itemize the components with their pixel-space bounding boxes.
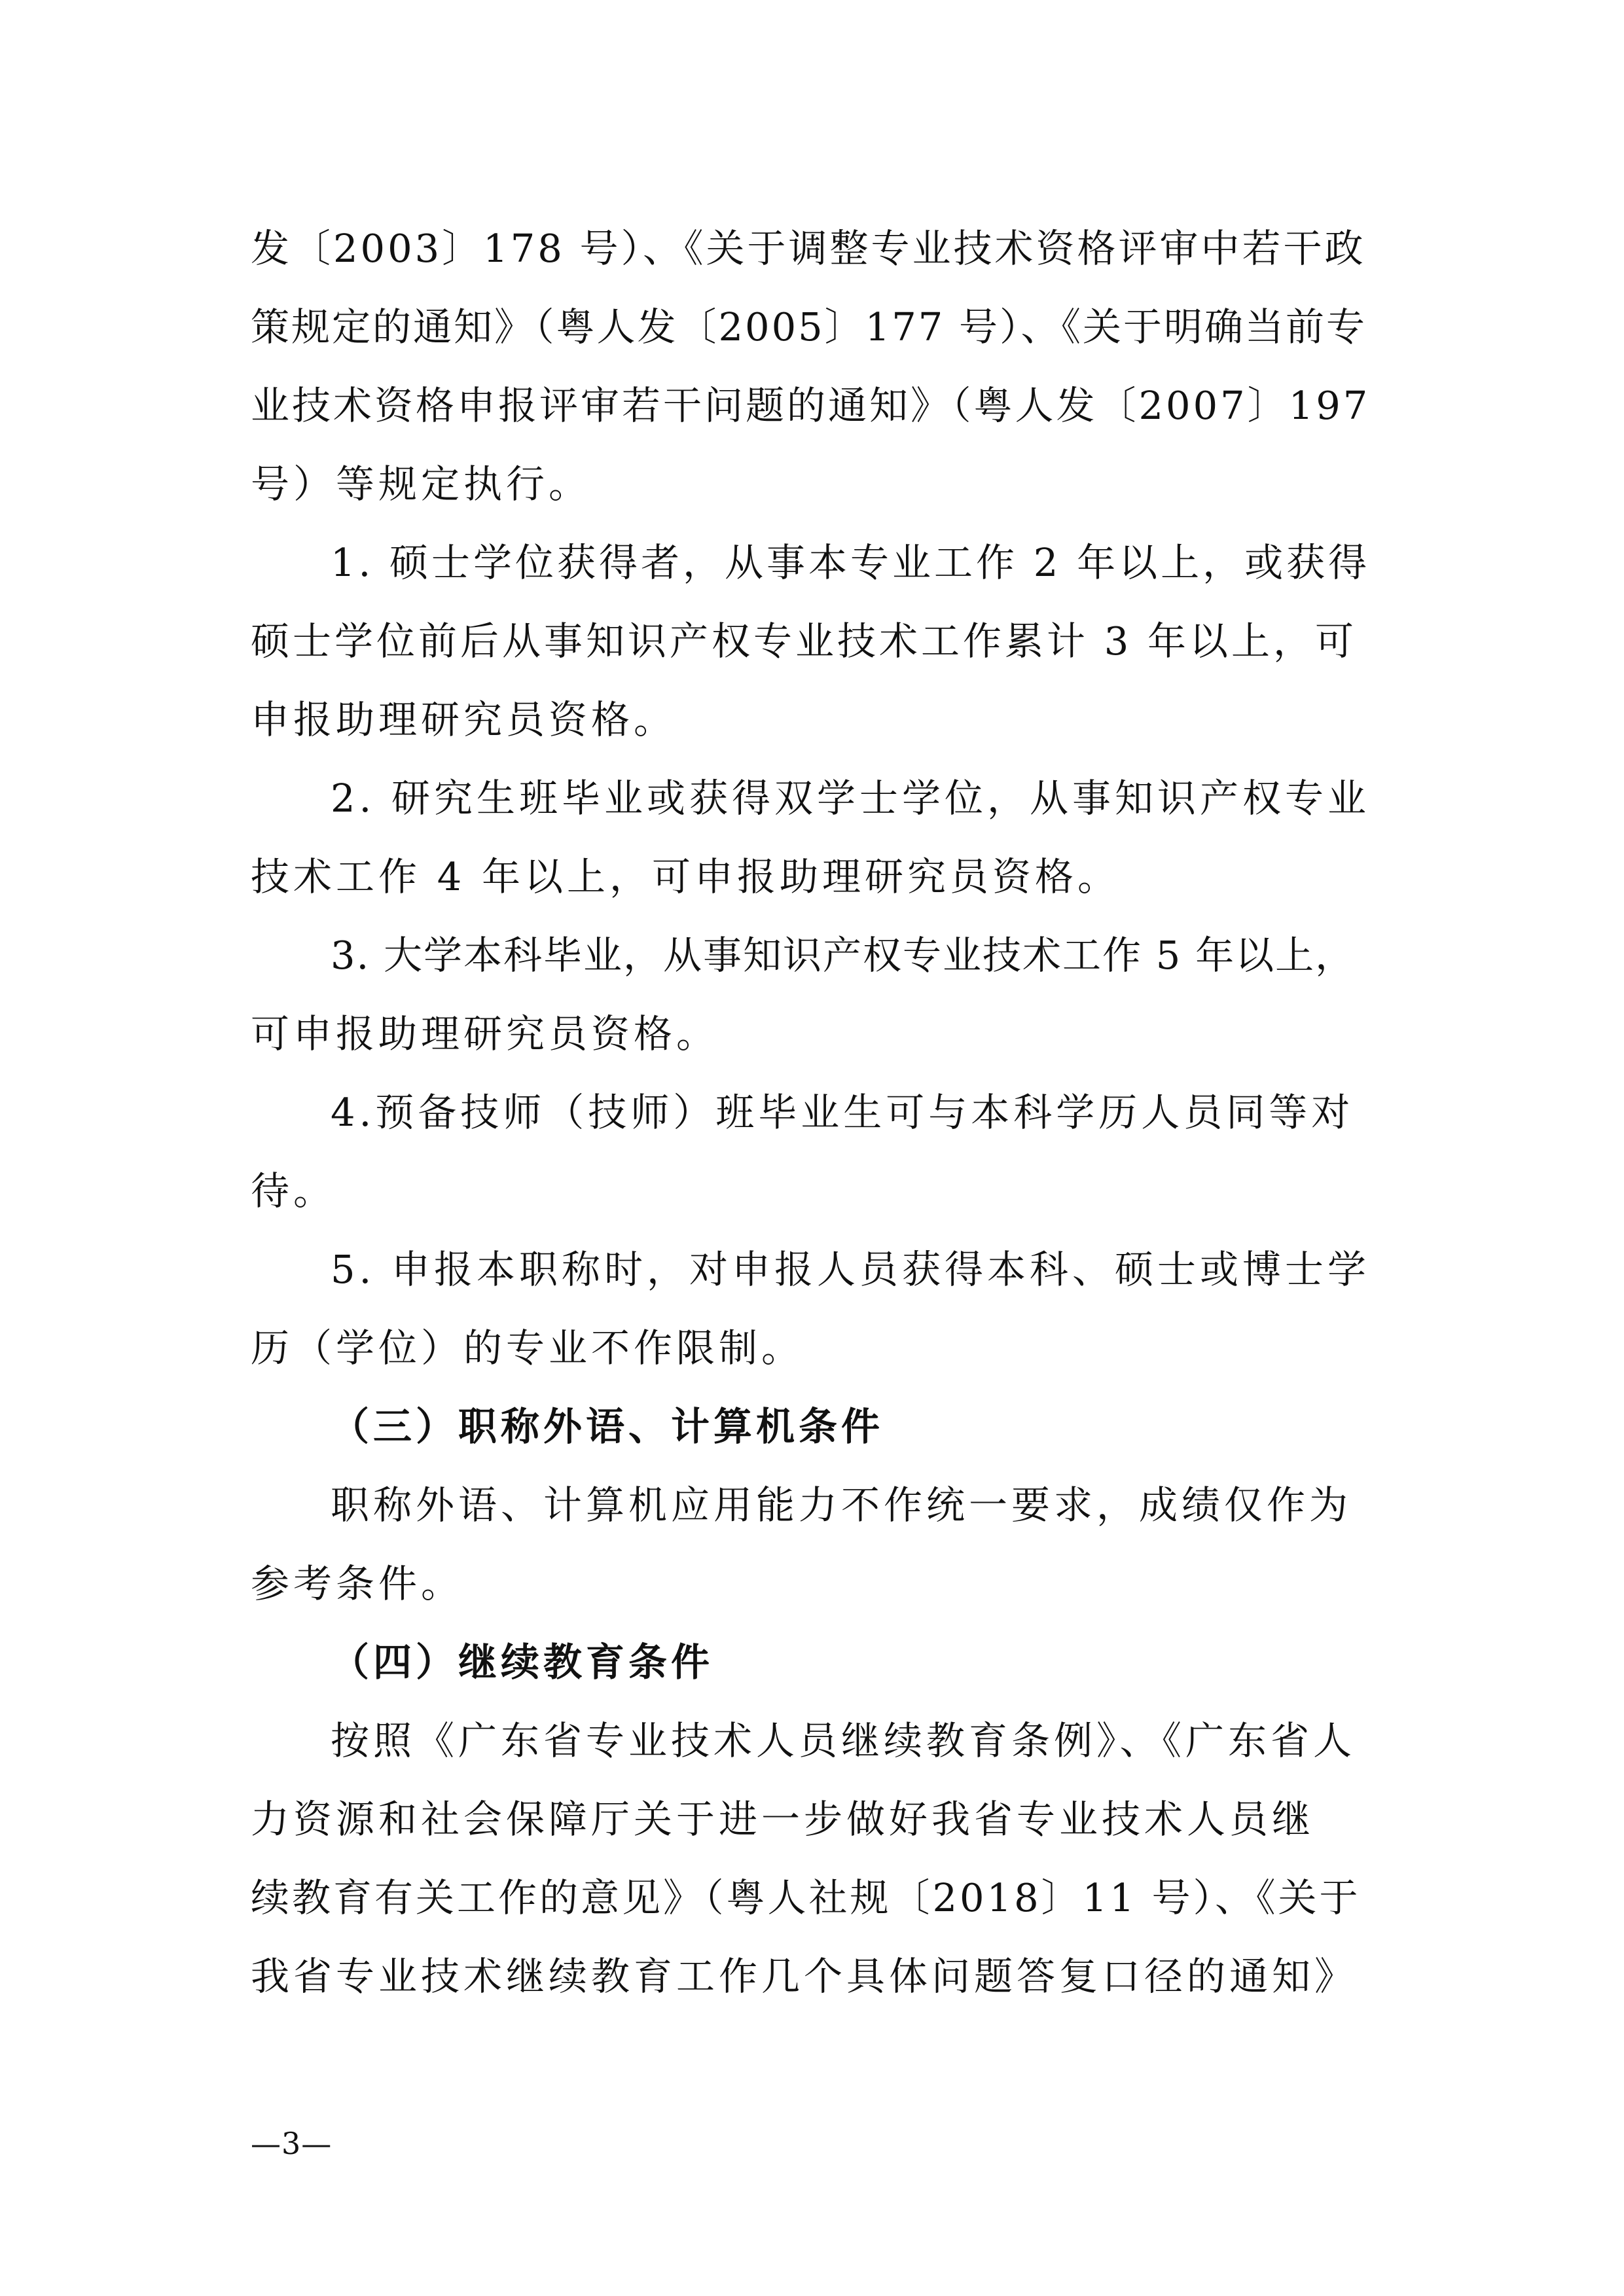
list-item-3-line-1: 3. 大学本科毕业，从事知识产权专业技术工作 5 年以上， bbox=[331, 933, 1356, 978]
section-three-line-2: 参考条件。 bbox=[251, 1561, 464, 1606]
list-item-5-line-2: 历（学位）的专业不作限制。 bbox=[251, 1325, 804, 1371]
list-item-2-line-1: 2. 研究生班毕业或获得双学士学位，从事知识产权专业 bbox=[331, 776, 1371, 821]
body-line-2: 策规定的通知》（粤人发〔2005〕177 号）、《关于明确当前专 bbox=[251, 304, 1367, 350]
body-line-1: 发〔2003〕178 号）、《关于调整专业技术资格评审中若干政 bbox=[251, 226, 1366, 271]
list-item-1-line-3: 申报助理研究员资格。 bbox=[251, 697, 677, 742]
section-four-line-2: 力资源和社会保障厅关于进一步做好我省专业技术人员继 bbox=[251, 1797, 1315, 1842]
section-four-line-3: 续教育有关工作的意见》（粤人社规〔2018〕11 号）、《关于 bbox=[251, 1875, 1361, 1920]
list-item-4-line-1: 4.预备技师（技师）班毕业生可与本科学历人员同等对 bbox=[331, 1090, 1354, 1135]
section-heading-four: （四）继续教育条件 bbox=[331, 1640, 714, 1685]
list-item-1-line-2: 硕士学位前后从事知识产权专业技术工作累计 3 年以上，可 bbox=[251, 619, 1358, 664]
section-heading-three: （三）职称外语、计算机条件 bbox=[331, 1404, 884, 1449]
body-line-4: 号）等规定执行。 bbox=[251, 461, 592, 507]
page-number: —3— bbox=[251, 2126, 333, 2161]
list-item-3-line-2: 可申报助理研究员资格。 bbox=[251, 1011, 719, 1056]
list-item-5-line-1: 5. 申报本职称时，对申报人员获得本科、硕士或博士学 bbox=[331, 1247, 1371, 1292]
section-four-line-1: 按照《广东省专业技术人员继续教育条例》、《广东省人 bbox=[331, 1718, 1356, 1763]
body-line-3: 业技术资格申报评审若干问题的通知》（粤人发〔2007〕197 bbox=[251, 383, 1371, 428]
section-four-line-4: 我省专业技术继续教育工作几个具体问题答复口径的通知》 bbox=[251, 1954, 1358, 1999]
list-item-1-line-1: 1. 硕士学位获得者，从事本专业工作 2 年以上，或获得 bbox=[331, 540, 1371, 585]
list-item-2-line-2: 技术工作 4 年以上，可申报助理研究员资格。 bbox=[251, 854, 1121, 899]
list-item-4-line-2: 待。 bbox=[251, 1168, 336, 1213]
section-three-line-1: 职称外语、计算机应用能力不作统一要求，成绩仅作为 bbox=[331, 1482, 1352, 1528]
